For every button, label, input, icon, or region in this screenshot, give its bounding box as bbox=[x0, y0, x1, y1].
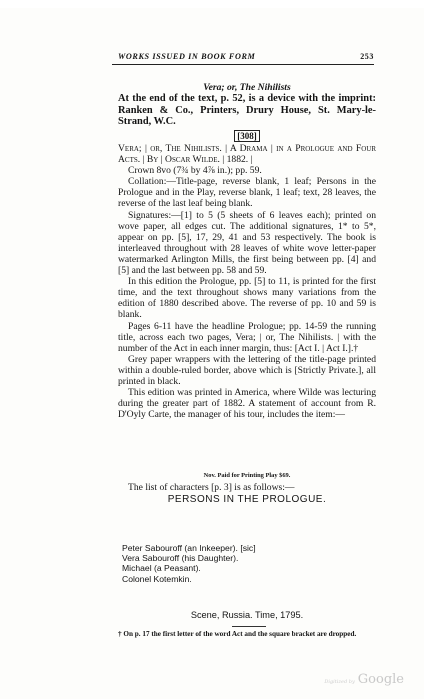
entry-headline: Pages 6-11 have the headline Prologue; pp. 14-59 the running title, across each two pages, Vera; | or, The Nihilists. | with the number of the Act in each inner margin, thus: [Act I. | Act I.].† bbox=[118, 320, 376, 354]
entry-wrappers: Grey paper wrappers with the lettering of the title-page printed within a double-ruled border, above which is [Strictly Private.], all printed in black. bbox=[118, 353, 376, 387]
footnote-rule bbox=[232, 626, 266, 627]
entry-number-box: [308] bbox=[234, 130, 260, 142]
cast-item: Vera Sabouroff (his Daughter). bbox=[122, 553, 239, 564]
cast-item: Michael (a Peasant). bbox=[122, 563, 201, 574]
top-strip bbox=[0, 0, 424, 8]
watermark-prefix: Digitized by bbox=[324, 679, 355, 685]
watermark-brand: Google bbox=[357, 672, 404, 687]
entry-america: This edition was printed in America, where Wilde was lecturing during the greater part of 1882. A statement of account from R. D'Oyly Carte, the manager of his tour, includes the item:— bbox=[118, 387, 376, 421]
footnote: † On p. 17 the first letter of the word Act and the square bracket are dropped. bbox=[118, 630, 357, 638]
header-rule bbox=[112, 64, 374, 65]
entry-signatures: Signatures:—[1] to 5 (5 sheets of 6 leaves each); printed on wove paper, all edges cut. The additional signatures, 1* to 5*, appear on pp. [5], 17, 29, 41 and 53 respectively. The book is interleaved throughout with 28 leaves of white wove letter-paper watermarked Arlington Mills, the first being between pp. [4] and [5] and the last between pp. 58 and 59. bbox=[118, 209, 376, 277]
running-title: WORKS ISSUED IN BOOK FORM bbox=[118, 52, 256, 61]
persons-heading: PERSONS IN THE PROLOGUE. bbox=[167, 494, 327, 505]
cast-item: Peter Sabouroff (an Inkeeper). [sic] bbox=[122, 543, 256, 553]
section-title: Vera; or, The Nihilists bbox=[203, 82, 291, 93]
scene-line: Scene, Russia. Time, 1795. bbox=[190, 610, 304, 620]
entry-format: Crown 8vo (7¾ by 4⅞ in.); pp. 59. bbox=[128, 165, 262, 177]
characters-intro: The list of characters [p. 3] is as follows:— bbox=[128, 482, 295, 493]
account-item: Nov. Paid for Printing Play $69. bbox=[203, 472, 291, 479]
running-header bbox=[118, 52, 374, 61]
entry-number bbox=[118, 131, 376, 141]
imprint-note: At the end of the text, p. 52, is a device with the imprint: Ranken & Co., Printers, Drury House, St. Mary-le-Strand, W.C. bbox=[118, 93, 376, 128]
cast-item: Colonel Kotemkin. bbox=[122, 573, 192, 584]
cast-list bbox=[122, 543, 362, 584]
entry-collation: Collation:—Title-page, reverse blank, 1 leaf; Persons in the Prologue and in the Play, reverse blank, 1 leaf; text, 28 leaves, the reverse of the last leaf being blank. bbox=[118, 176, 376, 210]
page-number: 253 bbox=[360, 52, 374, 61]
entry-body bbox=[118, 143, 376, 420]
google-watermark bbox=[324, 672, 404, 687]
entry-title-line: Vera; | or, The Nihilists. | A Drama | in a Prologue and Four Acts. | By | Oscar Wilde. | 1882. | bbox=[118, 143, 376, 166]
entry-prologue: In this edition the Prologue, pp. [5] to 11, is printed for the first time, and the text throughout shows many variations from the edition of 1880 described above. The reverse of pp. 10 and 59 is blank. bbox=[118, 276, 376, 321]
